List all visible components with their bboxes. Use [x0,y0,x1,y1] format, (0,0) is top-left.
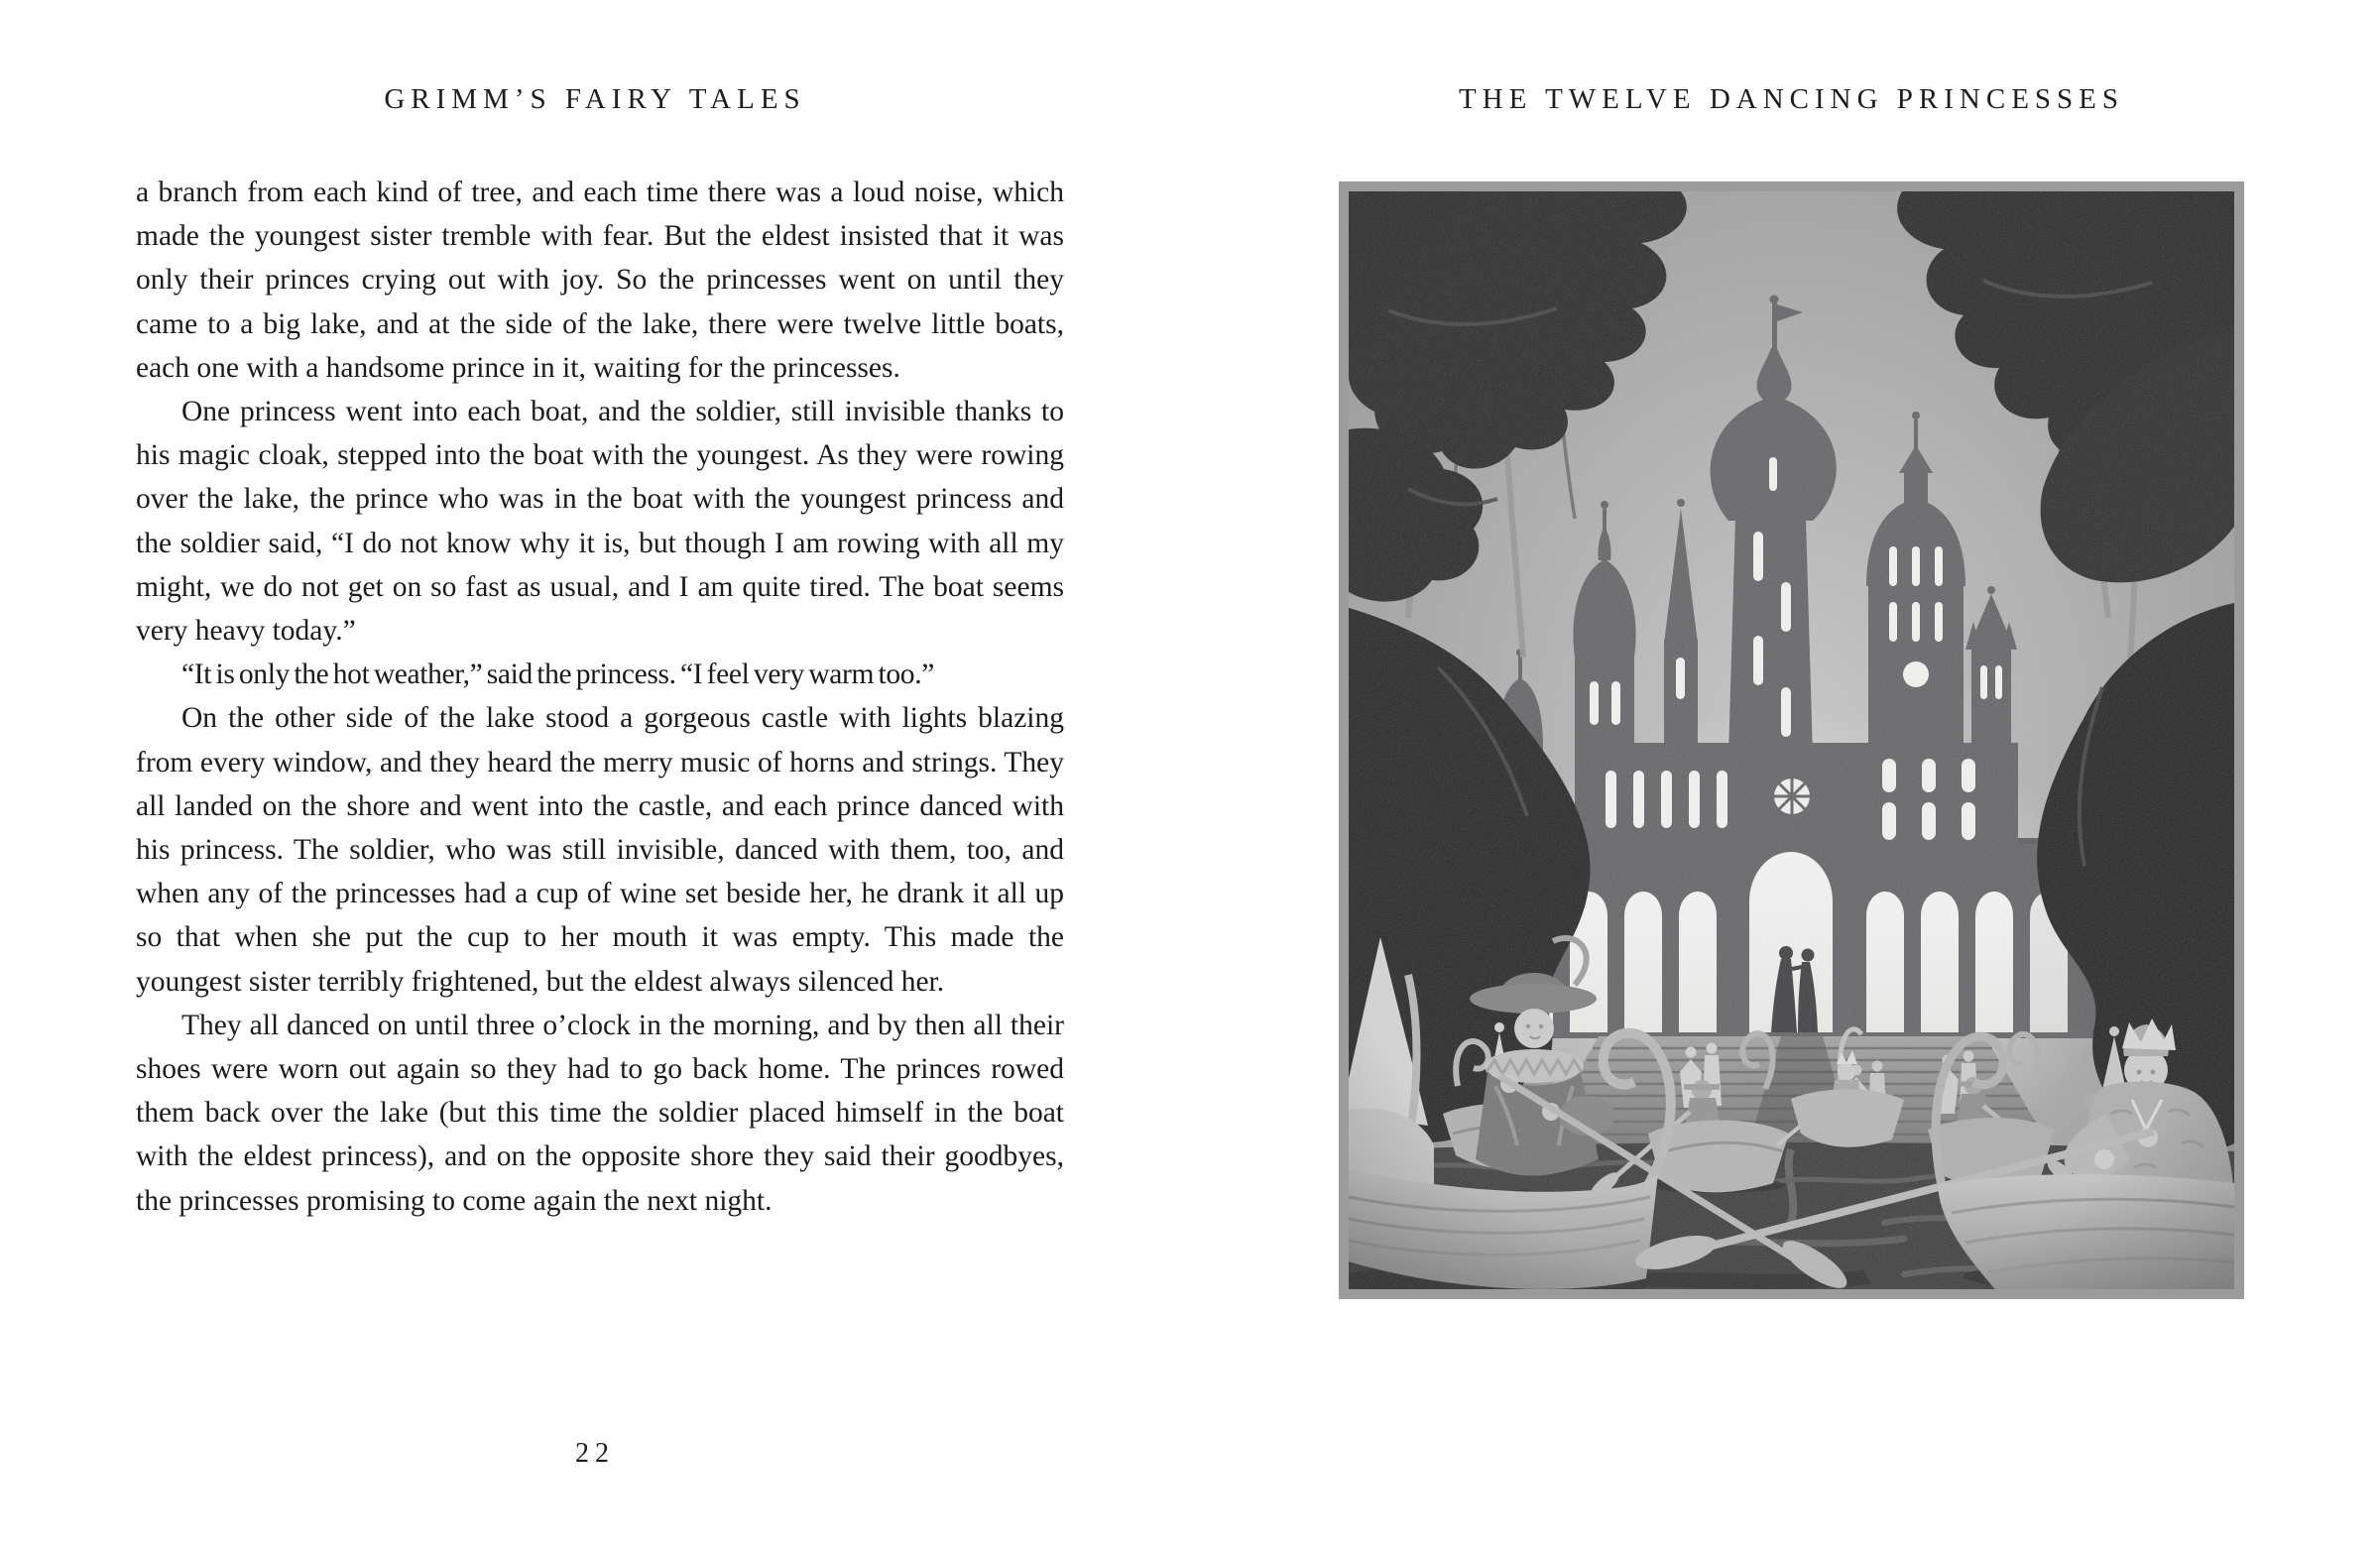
page-number: 22 [575,1438,615,1469]
story-paragraph: “It is only the hot weather,” said the princess. “I feel very warm too.” [181,658,934,691]
grain-texture [1349,191,2234,1289]
story-paragraph: They all danced on until three o’clock in the morning, and by then all their shoes were worn out again so they had to go back home. The princes rowed them back over the lake (but this time the soldier placed himself in the boat with the eldest princess), and on the opposite shore they said their goodbyes, the princesses promising to come again the next night. [136,1009,1064,1217]
castle-lake-illustration [1349,191,2234,1289]
story-paragraph: a branch from each kind of tree, and each time there was a loud noise, which made the youngest sister tremble with fear. But the eldest insisted that it was only their princes crying out with joy. So the princesses went on until they came to a big lake, and at the side of the lake, there were twelve little boats, each one with a handsome prince in it, waiting for the princesses. [136,177,1064,384]
running-head-right: THE TWELVE DANCING PRINCESSES [1458,83,2125,115]
story-text [136,171,1064,1223]
story-illustration [1339,181,2244,1299]
story-paragraph: One princess went into each boat, and the soldier, still invisible thanks to his magic cloak, stepped into the boat with the youngest. As they were rowing over the lake, the prince who was in the boat with the youngest princess and the soldier said, “I do not know why it is, but though I am rowing with all my might, we do not get on so fast as usual, and I am quite tired. The boat seems very heavy today.” [136,396,1064,648]
running-head-left: GRIMM’S FAIRY TALES [384,83,806,115]
story-paragraph: On the other side of the lake stood a gorgeous castle with lights blazing from every window, and they heard the merry music of horns and strings. They all landed on the shore and went into the castle, and each prince danced with his princess. The soldier, who was still invisible, danced with them, too, and when any of the princesses had a cup of wine set beside her, he drank it all up so that when she put the cup to her mouth it was empty. This made the youngest sister terribly frightened, but the eldest always silenced her. [136,702,1064,998]
